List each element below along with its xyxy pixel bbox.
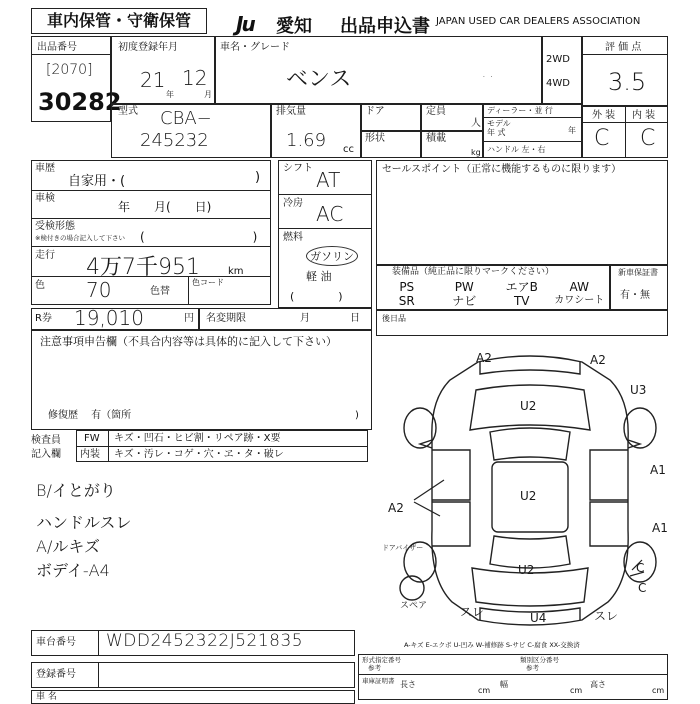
chassis-label: 車台番号 xyxy=(36,637,76,648)
drive-4wd: 4WD xyxy=(546,78,570,89)
fuel-label: 燃料 xyxy=(283,232,303,243)
ref-label: 参考 xyxy=(368,664,381,672)
shift-value: AT xyxy=(316,168,341,192)
recycle-value: 19,010 xyxy=(74,306,144,330)
equipment-label: 装備品（純正品に限りマークください） xyxy=(392,267,555,277)
equip-pw: PW xyxy=(454,280,474,294)
fw-items: キズ・凹石・ヒビ割・リペア跡・X要 xyxy=(114,433,281,444)
drive-2wd: 2WD xyxy=(546,54,570,65)
form-label: 形式指定番号 xyxy=(362,656,401,664)
interior-label: 内 装 xyxy=(632,110,656,121)
repair-label: 修復歴 有（箇所 xyxy=(48,410,132,421)
year-label: 年 式 xyxy=(487,128,506,137)
warranty-value: 有・無 xyxy=(620,290,650,301)
spare-label: スペア xyxy=(400,601,428,611)
storage-label: 車内保管・守衛保管 xyxy=(31,8,207,34)
ju-logo: Ju xyxy=(236,12,254,36)
type-value-1: CBA− xyxy=(160,108,212,129)
mark-a1-right-front: A1 xyxy=(650,463,666,477)
length-label: 長さ xyxy=(400,680,416,689)
class-label: 類別区分番号 xyxy=(520,656,559,664)
reg-label: 登録番号 xyxy=(36,669,76,680)
hand-note-4: ボデイ-A4 xyxy=(36,561,110,580)
mark-c-rear: C xyxy=(638,581,647,595)
back-box xyxy=(376,310,668,336)
shape-label: 形状 xyxy=(365,133,385,144)
lot-number-label: 出品番号 xyxy=(37,42,77,53)
type-value-2: 245232 xyxy=(140,130,209,151)
lot-number: 30282 xyxy=(38,88,122,116)
ac-value: AC xyxy=(316,202,344,226)
load-label: 積載 xyxy=(426,133,446,144)
mark-a2-front-right: A2 xyxy=(590,353,606,367)
type-label: 型式 xyxy=(118,106,138,117)
equip-navi: ナビ xyxy=(452,294,477,308)
ref-label-2: 参考 xyxy=(526,664,539,672)
car-diagram xyxy=(380,340,680,640)
next-label: 車 名 xyxy=(36,692,57,702)
mark-u2-trunk: U2 xyxy=(518,563,535,577)
interior-items: キズ・汚レ・コゲ・穴・ヱ・タ・破レ xyxy=(114,449,284,460)
door-label: ドア xyxy=(365,106,385,117)
first-reg-label: 初度登録年月 xyxy=(118,42,178,53)
score-value: 3.5 xyxy=(608,68,647,96)
equip-tv: TV xyxy=(513,294,530,308)
hand-note-3: A/ルキズ xyxy=(36,537,101,556)
recorder-label: 記入欄 xyxy=(31,449,61,460)
sales-point-box xyxy=(376,160,668,265)
interior-value: C xyxy=(640,126,656,151)
color-value: 70 xyxy=(86,278,112,302)
caution-label: 注意事項申告欄（不具合内容等は具体的に記入して下さい） xyxy=(40,335,337,348)
year-unit: 年 xyxy=(166,90,174,99)
sheet-title: 出品申込書 xyxy=(340,16,430,37)
handle-label: ハンドル 左・右 xyxy=(487,145,546,154)
color-change-label: 色替 xyxy=(150,286,170,297)
equipment-grid xyxy=(378,280,608,308)
chassis-value: WDD2452322J521835 xyxy=(106,631,304,651)
mark-u2-hood: U2 xyxy=(520,399,537,413)
mark-a2-left: A2 xyxy=(388,501,404,515)
acceptance-paren: ( ) xyxy=(140,230,258,244)
mark-a1-right-rear: A1 xyxy=(652,521,668,535)
mark-scratch-left: スレ xyxy=(460,605,485,619)
capacity-unit: 人 xyxy=(471,118,481,129)
recycle-label: R券 xyxy=(35,313,52,324)
height-label: 高さ xyxy=(590,680,606,689)
mileage-value: 4万7千951 xyxy=(86,255,200,280)
mark-u2-roof: U2 xyxy=(520,489,537,503)
equip-sr: SR xyxy=(398,294,415,308)
hand-note-2: ハンドルスレ xyxy=(36,513,132,532)
history-close: ) xyxy=(255,170,261,185)
length-cm: cm xyxy=(478,686,491,695)
acceptance-label: 受検形態 xyxy=(35,221,75,232)
score-label: 評 価 点 xyxy=(605,42,642,53)
displacement-label: 排気量 xyxy=(276,106,306,117)
back-label: 後日品 xyxy=(382,314,406,323)
inspector-label: 検査員 xyxy=(31,435,61,446)
dealer-label: ディーラー・並 行 xyxy=(487,106,553,115)
exterior-label: 外 装 xyxy=(592,110,616,121)
fuel-gasoline: ガソリン xyxy=(306,246,358,266)
name-change-day: 日 xyxy=(350,313,360,324)
reg-box xyxy=(31,662,355,688)
model-label: 車名・グレード xyxy=(220,42,290,53)
equip-ps: PS xyxy=(399,280,415,294)
first-reg-month: 12 xyxy=(182,66,208,90)
month-unit: 月 xyxy=(204,90,212,99)
mileage-label: 走行 xyxy=(35,250,55,261)
mark-u3: U3 xyxy=(630,383,647,397)
mark-u4: U4 xyxy=(530,611,547,625)
hand-note-1: B/イとがり xyxy=(36,481,116,500)
capacity-label: 定員 xyxy=(426,106,446,117)
name-change-month: 月 xyxy=(300,313,310,324)
drive-box xyxy=(542,36,582,104)
equip-aw: AW xyxy=(569,280,589,294)
inspection-label: 車検 xyxy=(35,193,55,204)
load-unit: kg xyxy=(471,148,481,157)
shift-label: シフト xyxy=(283,163,313,174)
mark-a2-front-left: A2 xyxy=(476,351,492,365)
mileage-unit: km xyxy=(228,266,244,277)
color-label: 色 xyxy=(35,280,45,291)
model-year-label: モデル xyxy=(487,119,511,128)
next-box xyxy=(31,690,355,704)
exterior-value: C xyxy=(594,126,610,151)
acceptance-note: ※検付きの場合記入して下さい xyxy=(35,234,125,242)
cert-label: 車庫証明書 xyxy=(362,677,395,685)
ac-label: 冷房 xyxy=(283,198,303,209)
displacement-value: 1.69 xyxy=(286,130,327,151)
logo-place: 愛知 xyxy=(276,16,312,37)
displacement-unit: cc xyxy=(343,144,354,155)
repair-close: ) xyxy=(355,410,359,421)
recycle-unit: 円 xyxy=(184,313,194,324)
fuel-diesel: 軽 油 xyxy=(306,270,332,283)
lot-code: [2070] xyxy=(46,62,93,78)
equip-leather: カワシート xyxy=(554,295,605,306)
mark-scratch-right: スレ xyxy=(594,609,619,623)
mark-c-right: C xyxy=(636,561,645,575)
warranty-label: 新車保証書 xyxy=(618,268,658,277)
interior-insp-label: 内装 xyxy=(80,449,100,460)
equip-airbag: エアB xyxy=(505,280,538,294)
model-extra: · · xyxy=(482,70,494,84)
history-value: 自家用・( xyxy=(68,174,126,189)
width-label: 幅 xyxy=(500,680,508,689)
sales-point-label: セールスポイント（正常に機能するものに限ります） xyxy=(382,164,622,175)
name-change-label: 名変期限 xyxy=(206,313,246,324)
association-name: JAPAN USED CAR DEALERS ASSOCIATION xyxy=(436,16,641,27)
year-unit-2: 年 xyxy=(568,126,576,135)
diagram-legend: A-キズ E-エクボ U-凹み W-補修跡 S-サビ C-腐食 XX-交換済 xyxy=(404,641,580,649)
inspection-value: 年 月( 日) xyxy=(118,200,212,214)
height-cm: cm xyxy=(652,686,665,695)
model-value: ベンス xyxy=(286,67,352,92)
history-label: 車歴 xyxy=(35,163,55,174)
width-cm: cm xyxy=(570,686,583,695)
first-reg-year: 21 xyxy=(140,68,166,92)
fuel-paren: ( ) xyxy=(290,290,343,303)
color-code-label: 色コード xyxy=(192,278,224,287)
mark-visor: ドアバイザー xyxy=(382,544,424,552)
fw-label: FW xyxy=(84,433,100,444)
spec-box xyxy=(358,654,668,700)
